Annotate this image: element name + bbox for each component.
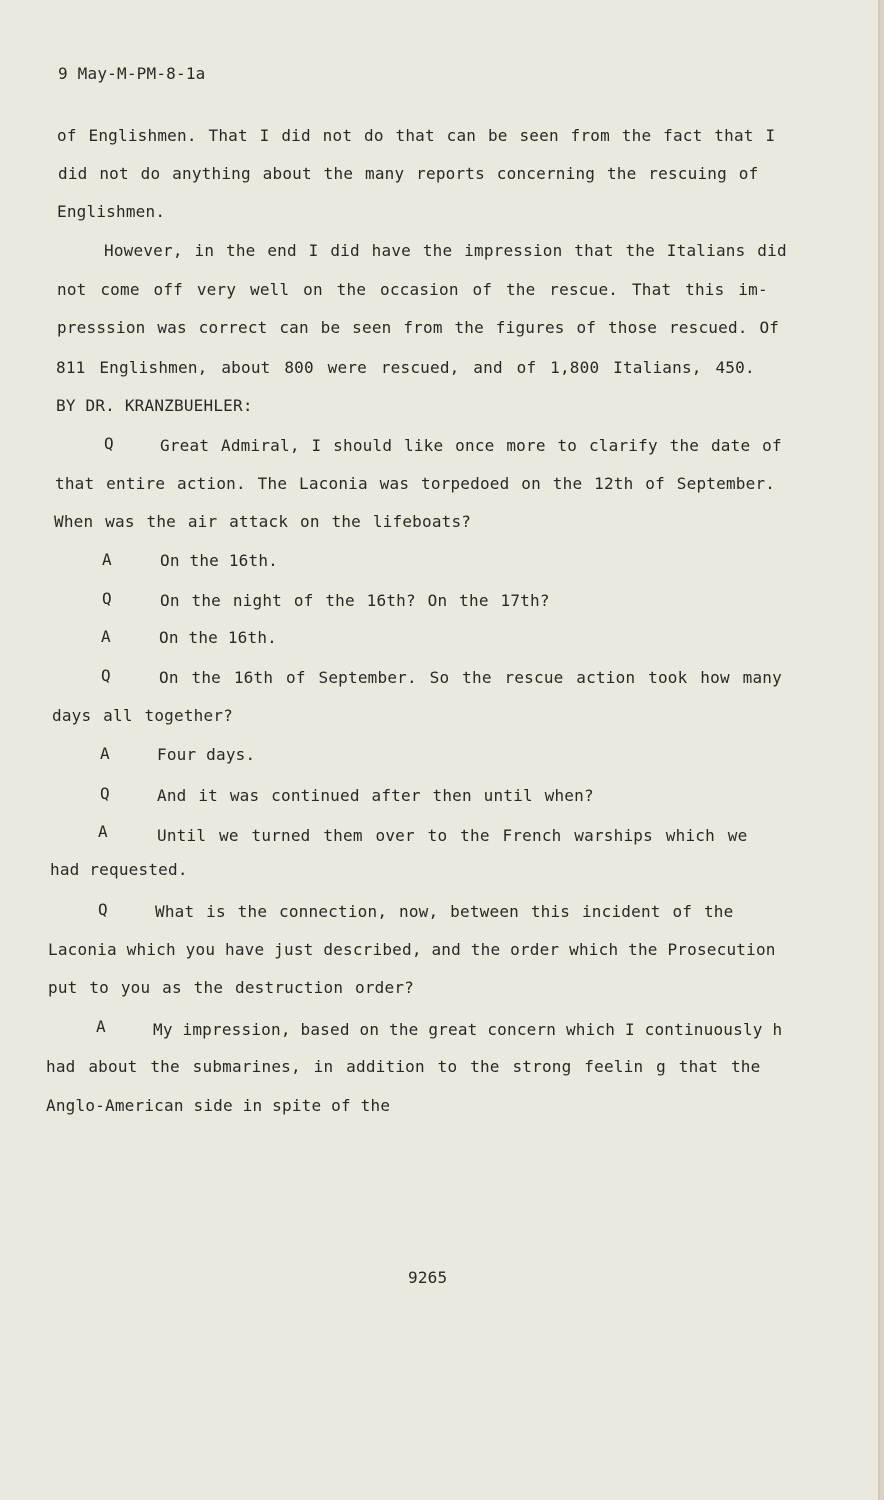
qa-line: that entire action. The Laconia was torpedoed on the 12th of September. (55, 474, 776, 493)
qa-line: Great Admiral, I should like once more to clarify the date of (160, 436, 782, 455)
qa-line: Anglo-American side in spite of the (46, 1096, 391, 1115)
speaker-tag: Q (100, 784, 110, 803)
qa-line: When was the air attack on the lifeboats? (54, 512, 472, 531)
qa-line: On the night of the 16th? On the 17th? (160, 591, 550, 610)
speaker-tag: Q (102, 589, 112, 608)
speaker-tag: A (102, 550, 112, 569)
text-line: 811 Englishmen, about 800 were rescued, and of 1,800 Italians, 450. (56, 358, 755, 377)
qa-line: had requested. (50, 860, 188, 879)
qa-line: put to you as the destruction order? (48, 978, 414, 997)
qa-line: Laconia which you have just described, and the order which the Prosecution (48, 940, 776, 959)
qa-line: And it was continued after then until when? (157, 786, 594, 805)
text-line: However, in the end I did have the impression that the Italians did (104, 241, 787, 260)
page-ref: 9 May-M-PM-8-1a (58, 64, 206, 83)
page-number: 9265 (408, 1268, 448, 1287)
qa-line: What is the connection, now, between this incident of the (155, 902, 734, 921)
speaker-tag: Q (98, 900, 108, 919)
speaker-tag: A (100, 744, 110, 763)
qa-line: Four days. (157, 745, 256, 764)
text-line: presssion was correct can be seen from the figures of those rescued. Of (57, 318, 780, 337)
qa-line: Until we turned them over to the French warships which we (157, 826, 748, 845)
text-line: did not do anything about the many reports concerning the rescuing of (58, 164, 759, 183)
speaker-tag: Q (101, 666, 111, 685)
page-edge (878, 0, 880, 1500)
speaker-tag: Q (104, 434, 114, 453)
speaker-tag: A (98, 822, 108, 841)
qa-line: had about the submarines, in addition to the strong feelin g that the (46, 1057, 761, 1076)
qa-line: My impression, based on the great concern which I continuously h (153, 1020, 783, 1039)
speaker-tag: A (101, 627, 111, 646)
text-line: Englishmen. (57, 202, 166, 221)
text-line: not come off very well on the occasion of the rescue. That this im- (57, 280, 768, 299)
text-line: of Englishmen. That I did not do that can be seen from the fact that I (57, 126, 776, 145)
examiner-heading: BY DR. KRANZBUEHLER: (56, 396, 253, 415)
qa-line: On the 16th of September. So the rescue action took how many (159, 668, 782, 687)
qa-line: days all together? (52, 706, 233, 725)
qa-line: On the 16th. (160, 551, 278, 570)
speaker-tag: A (96, 1017, 106, 1036)
qa-line: On the 16th. (159, 628, 277, 647)
